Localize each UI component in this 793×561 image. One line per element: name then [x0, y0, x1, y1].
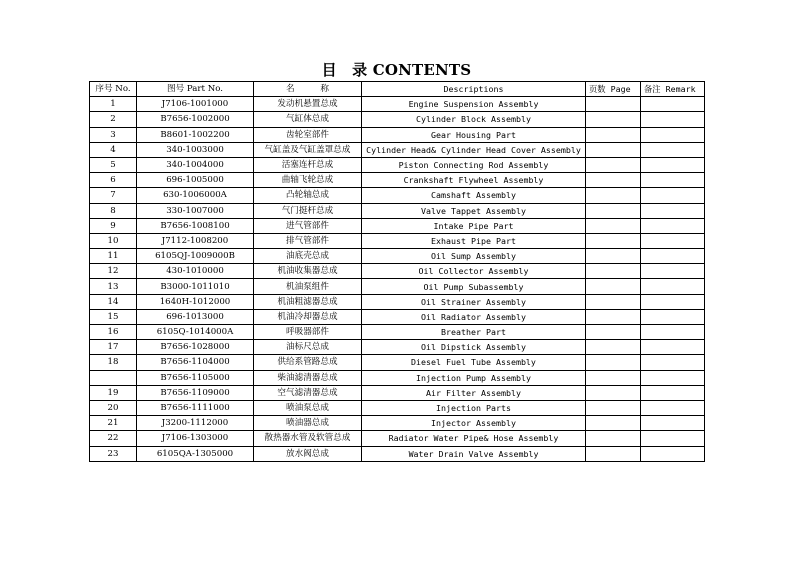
page-number: [586, 249, 641, 264]
part-description: Air Filter Assembly: [362, 385, 586, 400]
part-number: 6105QA-1305000: [137, 446, 254, 461]
table-row: [90, 218, 705, 233]
part-number: 630-1006000A: [137, 188, 254, 203]
remark: [641, 294, 705, 309]
part-number: 340-1003000: [137, 142, 254, 157]
part-name: 发动机悬置总成: [254, 97, 362, 112]
table-row: [90, 325, 705, 340]
row-number: 3: [90, 127, 137, 142]
part-number: J7106-1303000: [137, 431, 254, 446]
page-number: [586, 355, 641, 370]
part-name: 散热器水管及软管总成: [254, 431, 362, 446]
part-number: B7656-1028000: [137, 340, 254, 355]
part-description: Oil Strainer Assembly: [362, 294, 586, 309]
part-description: Cylinder Head& Cylinder Head Cover Assembly: [362, 142, 586, 157]
table-row: [90, 400, 705, 415]
part-name: 供给系管路总成: [254, 355, 362, 370]
part-name: 放水阀总成: [254, 446, 362, 461]
row-number: 1: [90, 97, 137, 112]
remark: [641, 218, 705, 233]
row-number: 23: [90, 446, 137, 461]
part-name: 油底壳总成: [254, 249, 362, 264]
part-name: 排气管部件: [254, 233, 362, 248]
part-name: 喷油泵总成: [254, 400, 362, 415]
contents-table: [89, 81, 705, 462]
remark: [641, 97, 705, 112]
table-row: [90, 431, 705, 446]
part-description: Injector Assembly: [362, 416, 586, 431]
remark: [641, 203, 705, 218]
row-number: 18: [90, 355, 137, 370]
part-description: Oil Pump Subassembly: [362, 279, 586, 294]
remark: [641, 157, 705, 172]
table-row: [90, 142, 705, 157]
table-row: [90, 249, 705, 264]
part-description: Oil Radiator Assembly: [362, 309, 586, 324]
table-row: [90, 233, 705, 248]
table-row: [90, 385, 705, 400]
header-description: Descriptions: [362, 82, 586, 97]
part-name: 活塞连杆总成: [254, 157, 362, 172]
part-description: Diesel Fuel Tube Assembly: [362, 355, 586, 370]
part-number: J7112-1008200: [137, 233, 254, 248]
part-name: 曲轴飞轮总成: [254, 173, 362, 188]
part-description: Oil Sump Assembly: [362, 249, 586, 264]
table-row: [90, 416, 705, 431]
page-number: [586, 400, 641, 415]
remark: [641, 127, 705, 142]
page-number: [586, 431, 641, 446]
part-name: 柴油滤清器总成: [254, 370, 362, 385]
remark: [641, 370, 705, 385]
part-description: Gear Housing Part: [362, 127, 586, 142]
remark: [641, 249, 705, 264]
row-number: 17: [90, 340, 137, 355]
part-description: Injection Parts: [362, 400, 586, 415]
remark: [641, 385, 705, 400]
part-name: 油标尺总成: [254, 340, 362, 355]
part-name: 机油泵组件: [254, 279, 362, 294]
part-number: 6105Q-1014000A: [137, 325, 254, 340]
remark: [641, 416, 705, 431]
page-number: [586, 173, 641, 188]
part-number: 696-1013000: [137, 309, 254, 324]
part-number: B8601-1002200: [137, 127, 254, 142]
remark: [641, 400, 705, 415]
part-description: Oil Collector Assembly: [362, 264, 586, 279]
table-row: [90, 127, 705, 142]
row-number: 22: [90, 431, 137, 446]
remark: [641, 188, 705, 203]
part-name: 气缸体总成: [254, 112, 362, 127]
page-number: [586, 127, 641, 142]
table-row: [90, 264, 705, 279]
part-number: 6105QJ-1009000B: [137, 249, 254, 264]
row-number: 2: [90, 112, 137, 127]
remark: [641, 309, 705, 324]
part-description: Breather Part: [362, 325, 586, 340]
row-number: 5: [90, 157, 137, 172]
page-title: 目 录 CONTENTS: [321, 61, 472, 79]
row-number: 9: [90, 218, 137, 233]
part-name: 呼吸器部件: [254, 325, 362, 340]
part-name: 机油收集器总成: [254, 264, 362, 279]
part-name: 喷油器总成: [254, 416, 362, 431]
part-description: Crankshaft Flywheel Assembly: [362, 173, 586, 188]
table-row: [90, 340, 705, 355]
part-description: Intake Pipe Part: [362, 218, 586, 233]
page-number: [586, 325, 641, 340]
part-description: Valve Tappet Assembly: [362, 203, 586, 218]
part-number: 330-1007000: [137, 203, 254, 218]
page-number: [586, 112, 641, 127]
remark: [641, 264, 705, 279]
row-number: 11: [90, 249, 137, 264]
remark: [641, 325, 705, 340]
part-description: Cylinder Block Assembly: [362, 112, 586, 127]
part-number: B7656-1105000: [137, 370, 254, 385]
remark: [641, 279, 705, 294]
row-number: 16: [90, 325, 137, 340]
part-number: B7656-1008100: [137, 218, 254, 233]
table-row: [90, 173, 705, 188]
page-number: [586, 309, 641, 324]
part-number: 1640H-1012000: [137, 294, 254, 309]
part-number: B7656-1111000: [137, 400, 254, 415]
header-name: 名 称: [254, 82, 362, 97]
row-number: 12: [90, 264, 137, 279]
remark: [641, 355, 705, 370]
part-description: Engine Suspension Assembly: [362, 97, 586, 112]
part-description: Piston Connecting Rod Assembly: [362, 157, 586, 172]
row-number: [90, 370, 137, 385]
part-name: 凸轮轴总成: [254, 188, 362, 203]
page-number: [586, 446, 641, 461]
page-number: [586, 370, 641, 385]
row-number: 4: [90, 142, 137, 157]
part-number: 430-1010000: [137, 264, 254, 279]
page-number: [586, 157, 641, 172]
part-name: 空气滤清器总成: [254, 385, 362, 400]
part-description: Injection Pump Assembly: [362, 370, 586, 385]
part-description: Radiator Water Pipe& Hose Assembly: [362, 431, 586, 446]
page-number: [586, 294, 641, 309]
remark: [641, 142, 705, 157]
row-number: 21: [90, 416, 137, 431]
row-number: 13: [90, 279, 137, 294]
remark: [641, 173, 705, 188]
part-name: 气缸盖及气缸盖罩总成: [254, 142, 362, 157]
row-number: 6: [90, 173, 137, 188]
remark: [641, 112, 705, 127]
remark: [641, 446, 705, 461]
row-number: 19: [90, 385, 137, 400]
page-number: [586, 97, 641, 112]
page-number: [586, 385, 641, 400]
table-row: [90, 97, 705, 112]
header-no: 序号 No.: [90, 82, 137, 97]
page-number: [586, 279, 641, 294]
part-number: B7656-1002000: [137, 112, 254, 127]
page-number: [586, 142, 641, 157]
table-row: [90, 294, 705, 309]
table-row: [90, 279, 705, 294]
page-number: [586, 218, 641, 233]
part-description: Camshaft Assembly: [362, 188, 586, 203]
part-number: B3000-1011010: [137, 279, 254, 294]
part-name: 机油粗滤器总成: [254, 294, 362, 309]
row-number: 14: [90, 294, 137, 309]
table-row: [90, 355, 705, 370]
part-description: Oil Dipstick Assembly: [362, 340, 586, 355]
page-number: [586, 188, 641, 203]
part-name: 齿轮室部件: [254, 127, 362, 142]
table-row: [90, 446, 705, 461]
page-number: [586, 233, 641, 248]
page-number: [586, 264, 641, 279]
table-header-row: [90, 82, 705, 97]
part-description: Exhaust Pipe Part: [362, 233, 586, 248]
part-number: 340-1004000: [137, 157, 254, 172]
part-number: B7656-1109000: [137, 385, 254, 400]
remark: [641, 233, 705, 248]
part-number: B7656-1104000: [137, 355, 254, 370]
remark: [641, 431, 705, 446]
part-number: J7106-1001000: [137, 97, 254, 112]
table-row: [90, 203, 705, 218]
remark: [641, 340, 705, 355]
table-row: [90, 157, 705, 172]
part-description: Water Drain Valve Assembly: [362, 446, 586, 461]
table-row: [90, 188, 705, 203]
table-row: [90, 370, 705, 385]
part-name: 气门挺杆总成: [254, 203, 362, 218]
table-row: [90, 112, 705, 127]
row-number: 20: [90, 400, 137, 415]
part-number: J3200-1112000: [137, 416, 254, 431]
table-row: [90, 309, 705, 324]
row-number: 10: [90, 233, 137, 248]
row-number: 8: [90, 203, 137, 218]
row-number: 7: [90, 188, 137, 203]
part-number: 696-1005000: [137, 173, 254, 188]
page-number: [586, 416, 641, 431]
header-part-no: 图号 Part No.: [137, 82, 254, 97]
page-number: [586, 203, 641, 218]
page-number: [586, 340, 641, 355]
part-name: 机油冷却器总成: [254, 309, 362, 324]
header-page: 页数 Page: [586, 82, 641, 97]
part-name: 进气管部件: [254, 218, 362, 233]
header-remark: 备注 Remark: [641, 82, 705, 97]
row-number: 15: [90, 309, 137, 324]
